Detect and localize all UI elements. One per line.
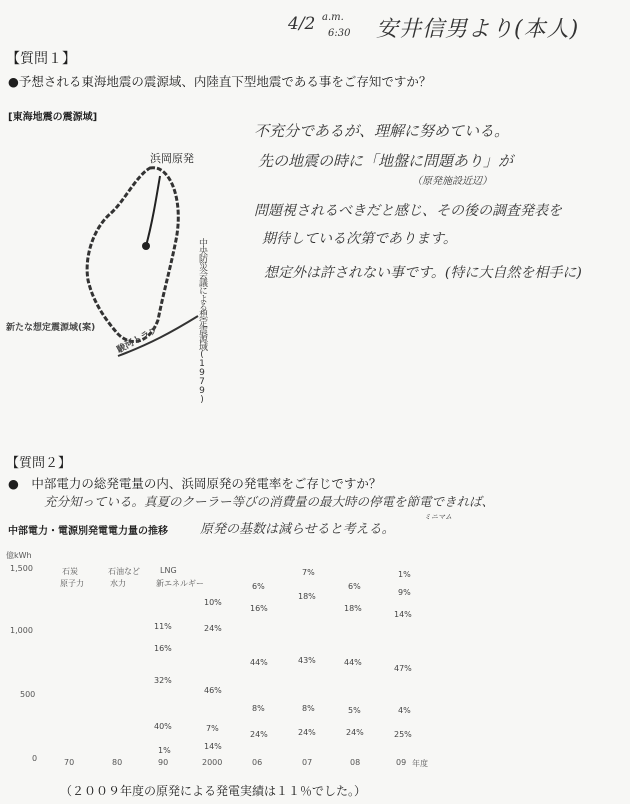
q1-answer-line-2: 先の地震の時に「地盤に問題あり」が xyxy=(258,152,514,170)
pct-06-4: 24% xyxy=(250,730,268,739)
q2-question: ● 中部電力の総発電量の内、浜岡原発の発電率をご存じですか？ xyxy=(8,476,382,491)
header-author: 安井信男より(本人) xyxy=(376,17,580,42)
map-label-central-council: 中央防災会議による想定震源域(1979) xyxy=(197,238,207,404)
pct-90-2: 32% xyxy=(154,676,172,685)
q2-chart-title: 中部電力・電源別発電電力量の推移 xyxy=(8,526,168,537)
pct-06-2: 44% xyxy=(250,658,268,667)
pct-90-4: 1% xyxy=(158,746,171,755)
chart-x-label-70: 70 xyxy=(64,758,75,767)
pct-2000-2: 46% xyxy=(204,686,222,695)
series-label-nuclear: 原子力 xyxy=(60,579,84,588)
series-label-renewable: 新エネルギー xyxy=(156,579,204,588)
chart-x-label-06: 06 xyxy=(252,758,263,767)
pct-09-2: 14% xyxy=(394,610,412,619)
pct-2000-0: 10% xyxy=(204,598,222,607)
new-focal-region-outline xyxy=(87,168,178,342)
pct-07-0: 7% xyxy=(302,568,315,577)
pct-90-1: 16% xyxy=(154,644,172,653)
pct-09-4: 4% xyxy=(398,706,411,715)
pct-09-5: 25% xyxy=(394,730,412,739)
pct-06-1: 16% xyxy=(250,604,268,613)
plant-leader-line xyxy=(146,176,160,246)
header-date: 4/2 xyxy=(288,14,316,34)
plant-marker xyxy=(142,242,150,250)
pct-07-2: 43% xyxy=(298,656,316,665)
q1-label: 【質問１】 xyxy=(6,51,76,67)
chart-y-unit: 億kWh xyxy=(6,551,32,560)
pct-2000-4: 14% xyxy=(204,742,222,751)
chart-x-year-suffix: 年度 xyxy=(412,759,428,768)
chart-y-tick-0: 0 xyxy=(32,754,38,763)
pct-07-3: 8% xyxy=(302,704,315,713)
pct-2000-3: 7% xyxy=(206,724,219,733)
pct-90-0: 11% xyxy=(154,622,172,631)
pct-09-0: 1% xyxy=(398,570,411,579)
q1-answer-line-3: （原発施設近辺） xyxy=(412,176,492,187)
map-label-new-area: 新たな想定震源域(案) xyxy=(6,323,96,333)
series-label-lng: LNG xyxy=(160,566,177,575)
q1-answer-line-6: 想定外は許されない事です。(特に大自然を相手に) xyxy=(264,265,582,281)
q1-answer-line-4: 問題視されるべきだと感じ、その後の調査発表を xyxy=(254,203,562,219)
chart-x-label-2000: 2000 xyxy=(202,758,223,767)
header-time: 6:30 xyxy=(328,28,351,39)
pct-90-3: 40% xyxy=(154,722,172,731)
pct-08-3: 5% xyxy=(348,706,361,715)
series-label-oil: 石油など xyxy=(108,567,140,576)
q2-answer-line-3: 原発の基数は減らせると考える。 xyxy=(200,522,395,537)
series-label-coal: 石炭 xyxy=(62,567,78,576)
pct-06-0: 6% xyxy=(252,582,265,591)
pct-09-3: 47% xyxy=(394,664,412,673)
chart-y-tick-1000: 1,000 xyxy=(10,626,33,635)
pct-08-2: 44% xyxy=(344,658,362,667)
q1-answer-line-1: 不充分であるが、理解に努めている。 xyxy=(254,122,510,140)
chart-x-label-09: 09 xyxy=(396,758,407,767)
pct-09-1: 9% xyxy=(398,588,411,597)
map-label-plant: 浜岡原発 xyxy=(150,152,194,165)
q1-map-title: [東海地震の震源域] xyxy=(8,112,98,123)
pct-07-1: 18% xyxy=(298,592,316,601)
chart-x-label-90: 90 xyxy=(158,758,169,767)
q1-answer-line-5: 期待している次第であります。 xyxy=(262,231,457,247)
map-label-trough: 駿河トラフ xyxy=(115,325,160,356)
chart-x-label-07: 07 xyxy=(302,758,313,767)
pct-08-1: 18% xyxy=(344,604,362,613)
chart-x-label-08: 08 xyxy=(350,758,361,767)
pct-2000-1: 24% xyxy=(204,624,222,633)
q2-answer-line-2: ミニマム xyxy=(424,513,452,521)
series-label-hydro: 水力 xyxy=(110,579,126,588)
chart-y-tick-1500: 1,500 xyxy=(10,564,33,573)
pct-08-0: 6% xyxy=(348,582,361,591)
chart-y-tick-500: 500 xyxy=(20,690,36,699)
q2-label: 【質問２】 xyxy=(6,456,72,471)
chart-x-label-80: 80 xyxy=(112,758,123,767)
q2-answer-line-1: 充分知っている。真夏のクーラー等びの消費量の最大時の停電を節電できれば、 xyxy=(44,494,495,509)
q1-question: ●予想される東海地震の震源域、内陸直下型地震である事をご存知ですか？ xyxy=(8,74,432,89)
pct-08-4: 24% xyxy=(346,728,364,737)
pct-07-4: 24% xyxy=(298,728,316,737)
pct-06-3: 8% xyxy=(252,704,265,713)
footnote: （２００９年度の原発による発電実績は１１％でした。） xyxy=(60,784,367,798)
header-ampm: a.m. xyxy=(322,12,344,23)
